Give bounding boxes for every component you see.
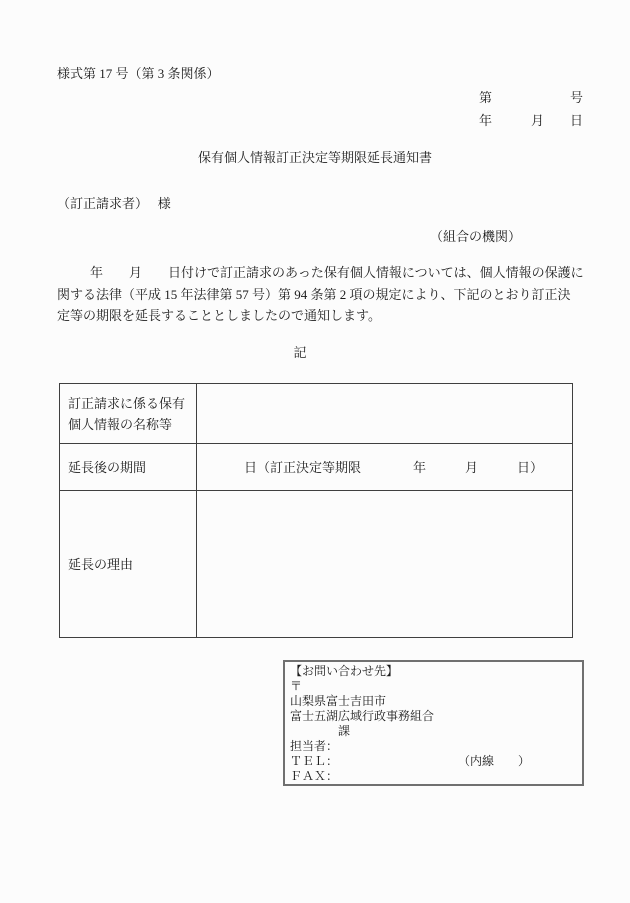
contact-tel-line: ＴＥＬ： （内線 ） [290, 754, 531, 768]
addressee-line: （訂正請求者） 様 [57, 196, 171, 211]
row-value: 日（訂正決定等期限 年 月 日） [197, 444, 573, 491]
row-label: 訂正請求に係る保有個人情報の名称等 [60, 384, 197, 444]
document-number-line: 第 号 [478, 90, 583, 105]
contact-address-line2: 富士五湖広域行政事務組合 [290, 709, 435, 723]
contact-section-line: 課 [290, 724, 351, 738]
body-paragraph [57, 262, 597, 327]
body-line: 定等の期限を延長することとしましたので通知します。 [57, 308, 381, 323]
issuer-line: （組合の機関） [430, 229, 522, 244]
contact-fax-line: ＦＡＸ： [290, 769, 339, 783]
row-label: 延長の理由 [60, 491, 197, 638]
contact-heading: 【お問い合わせ先】 [290, 664, 399, 678]
row-value [197, 384, 573, 444]
row-value [197, 491, 573, 638]
contact-address-line1: 山梨県富士吉田市 [290, 694, 387, 708]
document-date-line: 年 月 日 [478, 113, 583, 128]
table-row-extended-period [60, 444, 573, 491]
form-number-note: 様式第 17 号（第 3 条関係） [57, 66, 220, 81]
table-row-extension-reason [60, 491, 573, 638]
body-line: 年 月 日付けで訂正請求のあった保有個人情報については、個人情報の保護に [90, 265, 584, 280]
contact-info-box [283, 660, 584, 786]
contact-postal-mark: 〒 [290, 679, 303, 693]
notice-table [59, 383, 573, 638]
ki-label: 記 [293, 345, 307, 360]
page-title: 保有個人情報訂正決定等期限延長通知書 [197, 150, 432, 165]
body-line: 関する法律（平成 15 年法律第 57 号）第 94 条第 2 項の規定により、下記のとおり訂正決 [57, 286, 571, 302]
row-label: 延長後の期間 [60, 444, 197, 491]
contact-person-line: 担当者： [290, 739, 339, 753]
table-row-information-name [60, 384, 573, 444]
